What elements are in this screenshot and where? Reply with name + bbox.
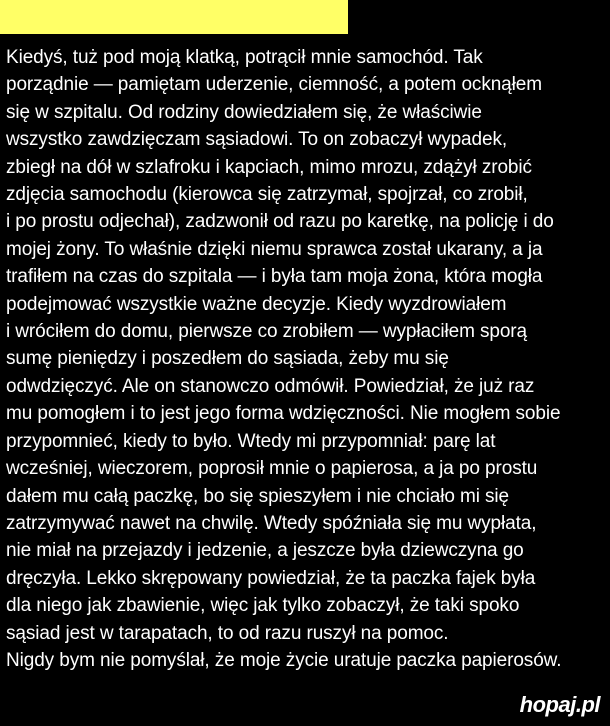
story-text bbox=[6, 44, 610, 674]
story-line: dręczyła. Lekko skrępowany powiedział, że ta paczka fajek była bbox=[6, 567, 536, 589]
story-line: Kiedyś, tuż pod moją klatką, potrącił mnie samochód. Tak bbox=[6, 47, 483, 68]
story-line: wcześniej, wieczorem, poprosił mnie o papierosa, a ja po prostu bbox=[6, 458, 538, 480]
story-line: dla niego jak zbawienie, więc jak tylko zobaczył, że taki spoko bbox=[6, 595, 520, 617]
story-line: porządnie — pamiętam uderzenie, ciemność, a potem ocknąłem bbox=[6, 74, 542, 96]
story-line: podejmować wszystkie ważne decyzje. Kiedy wyzdrowiałem bbox=[6, 293, 507, 315]
story-line: zatrzymywać nawet na chwilę. Wtedy spóźniała się mu wypłata, bbox=[6, 512, 537, 534]
story-line: sumę pieniędzy i poszedłem do sąsiada, żeby mu się bbox=[6, 348, 449, 370]
story-line: sąsiad jest w tarapatach, to od razu ruszył na pomoc. bbox=[6, 622, 449, 644]
story-line: odwdzięczyć. Ale on stanowczo odmówił. Powiedział, że już raz bbox=[6, 375, 535, 397]
story-line: i wróciłem do domu, pierwsze co zrobiłem — wypłaciłem sporą bbox=[6, 321, 527, 343]
story-line: Nigdy bym nie pomyślał, że moje życie uratuje paczka papierosów. bbox=[6, 649, 562, 671]
story-line: i po prostu odjechał), zadzwonił od razu po karetkę, na policję i do bbox=[6, 211, 554, 233]
story-line: trafiłem na czas do szpitala — i była tam moja żona, która mogła bbox=[6, 266, 543, 288]
story-line: przypomnieć, kiedy to było. Wtedy mi przypomniał: parę lat bbox=[6, 430, 496, 452]
story-line: się w szpitalu. Od rodziny dowiedziałem się, że właściwie bbox=[6, 101, 482, 123]
story-line: wszystko zawdzięczam sąsiadowi. To on zobaczył wypadek, bbox=[6, 129, 508, 151]
site-watermark: hopaj.pl bbox=[519, 692, 600, 717]
story-line: mojej żony. To właśnie dzięki niemu sprawca został ukarany, a ja bbox=[6, 238, 543, 260]
story-line: zbiegł na dół w szlafroku i kapciach, mimo mrozu, zdążył zrobić bbox=[6, 156, 532, 178]
yellow-header-bar bbox=[0, 0, 348, 34]
story-line: mu pomogłem i to jest jego forma wdzięczności. Nie mogłem sobie bbox=[6, 403, 561, 425]
story-line: dałem mu całą paczkę, bo się spieszyłem i nie chciało mi się bbox=[6, 485, 509, 507]
story-line: zdjęcia samochodu (kierowca się zatrzymał, spojrzał, co zrobił, bbox=[6, 184, 528, 206]
story-line: nie miał na przejazdy i jedzenie, a jeszcze była dziewczyna go bbox=[6, 540, 524, 562]
